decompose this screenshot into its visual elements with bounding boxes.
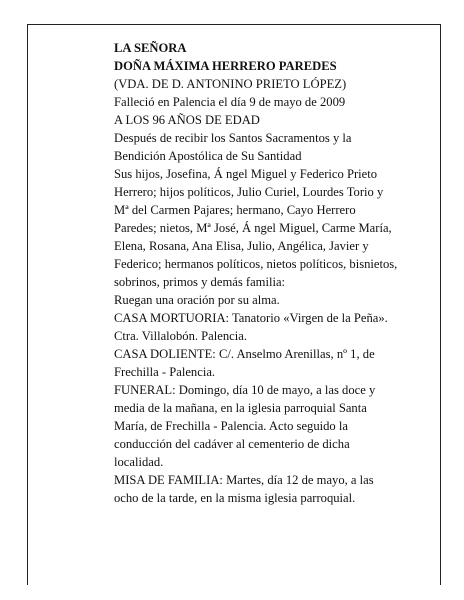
family-line: Herrero; hijos políticos, Julio Curiel, Lourdes Torio y: [114, 185, 384, 199]
death-date-line: Falleció en Palencia el día 9 de mayo de 2009: [114, 95, 346, 109]
sacraments-line: Después de recibir los Santos Sacramentos y la: [114, 131, 352, 145]
mortuary-line: CASA MORTUORIA: Tanatorio «Virgen de la Peña».: [114, 311, 388, 325]
family-line: sobrinos, primos y demás familia:: [114, 275, 286, 289]
funeral-line: FUNERAL: Domingo, día 10 de mayo, a las doce y: [114, 383, 376, 397]
funeral-line: conducción del cadáver al cementerio de dicha: [114, 437, 350, 451]
family-line: Sus hijos, Josefina, Á ngel Miguel y Federico Prieto: [114, 167, 378, 181]
home-line: Frechilla - Palencia.: [114, 365, 216, 379]
funeral-line: María, de Frechilla - Palencia. Acto seguido la: [114, 419, 348, 433]
notice-title: LA SEÑORA: [114, 41, 187, 55]
widow-of-line: (VDA. DE D. ANTONINO PRIETO LÓPEZ): [114, 77, 347, 91]
family-line: Elena, Rosana, Ana Elisa, Julio, Angélica, Javier y: [114, 239, 369, 253]
funeral-line: media de la mañana, en la iglesia parroquial Santa: [114, 401, 367, 415]
family-paragraph: [114, 165, 424, 291]
funeral-paragraph: [114, 381, 424, 471]
sacraments-paragraph: [114, 129, 424, 165]
family-line: Mª del Carmen Pajares; hermano, Cayo Herrero: [114, 203, 356, 217]
prayer-line: Ruegan una oración por su alma.: [114, 293, 280, 307]
sacraments-line: Bendición Apostólica de Su Santidad: [114, 149, 302, 163]
family-line: Paredes; nietos, Mª José, Á ngel Miguel, Carme María,: [114, 221, 392, 235]
mortuary-line: Ctra. Villalobón. Palencia.: [114, 329, 247, 343]
home-paragraph: [114, 345, 424, 381]
family-mass-line: MISA DE FAMILIA: Martes, día 12 de mayo, a las: [114, 473, 374, 487]
age-line: A LOS 96 AÑOS DE EDAD: [114, 113, 260, 127]
family-line: Federico; hermanos políticos, nietos políticos, bisnietos,: [114, 257, 398, 271]
deceased-name: DOÑA MÁXIMA HERRERO PAREDES: [114, 59, 337, 73]
obituary-notice: [114, 39, 424, 507]
funeral-line: localidad.: [114, 455, 164, 469]
family-mass-paragraph: [114, 471, 424, 507]
home-line: CASA DOLIENTE: C/. Anselmo Arenillas, nº 1, de: [114, 347, 375, 361]
family-mass-line: ocho de la tarde, en la misma iglesia parroquial.: [114, 491, 356, 505]
mortuary-paragraph: [114, 309, 424, 345]
